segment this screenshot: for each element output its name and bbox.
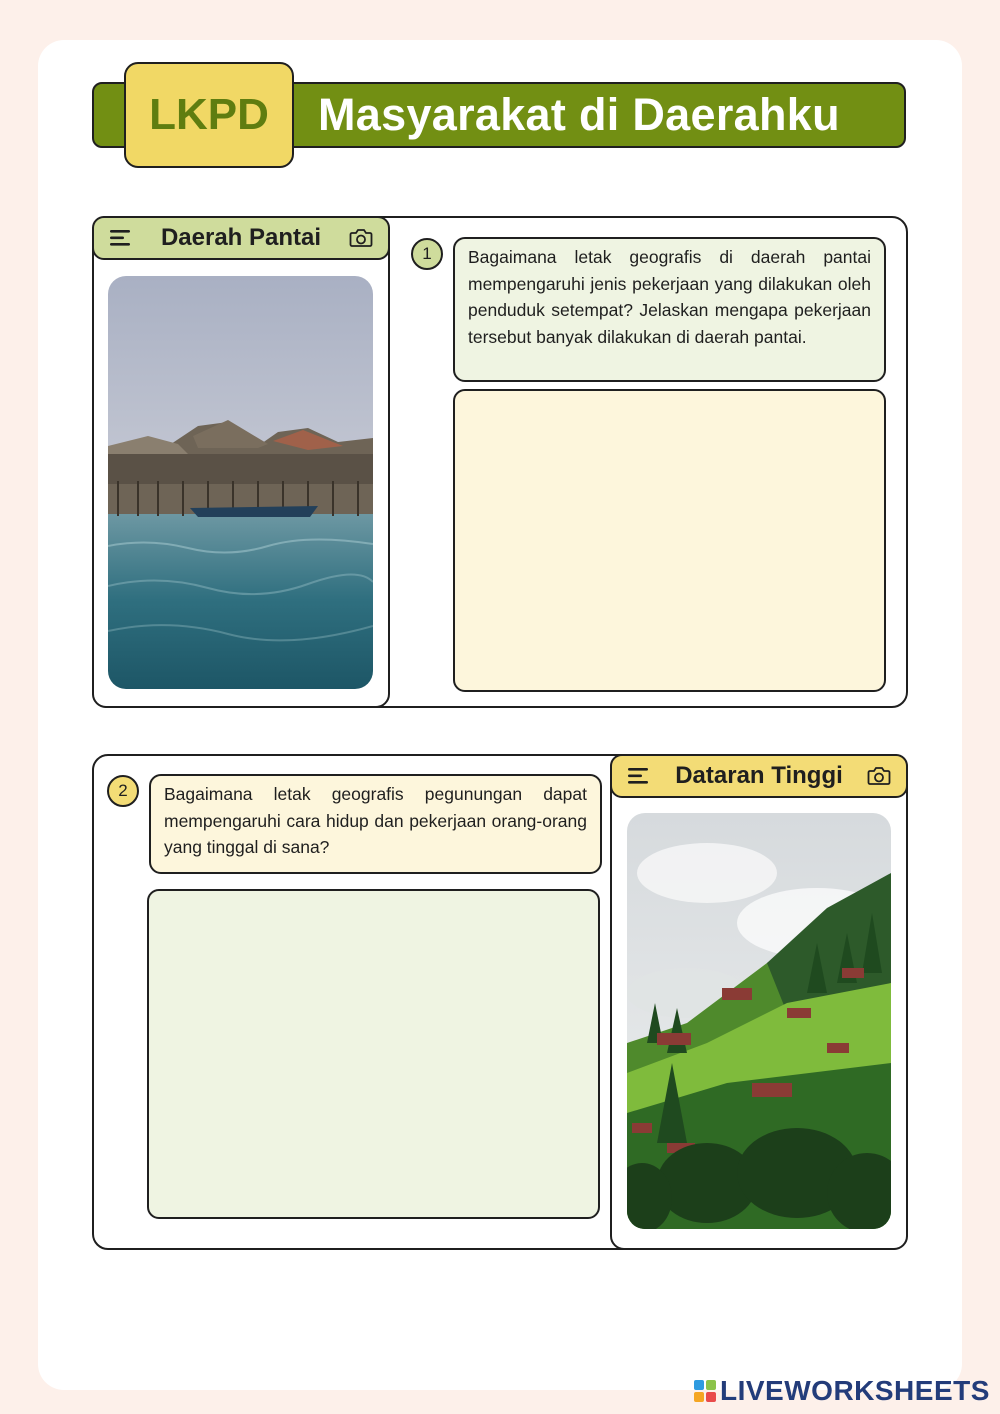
question-text: Bagaimana letak geografis pegunungan dapat mempengaruhi cara hidup dan pekerjaan orang-orang yang tinggal di sana? (149, 774, 602, 874)
tab-highland (610, 754, 908, 798)
highland-village-photo (627, 813, 891, 1229)
question-number-badge: 2 (107, 775, 139, 807)
page-title: Masyarakat di Daerahku (318, 89, 840, 140)
camera-icon (348, 225, 374, 251)
answer-box[interactable] (147, 889, 600, 1219)
tab-label: Daerah Pantai (160, 224, 322, 251)
brand-text: LIVEWORKSHEETS (720, 1375, 990, 1406)
question-text: Bagaimana letak geografis di daerah pantai mempengaruhi jenis pekerjaan yang dilakukan oleh penduduk setempat? Jelaskan mengapa pekerjaan tersebut banyak dilakukan di daerah pantai. (453, 237, 886, 382)
liveworksheets-grid-icon (694, 1380, 716, 1402)
question-number-badge: 1 (411, 238, 443, 270)
menu-icon (626, 763, 652, 789)
tab-label: Dataran Tinggi (675, 762, 843, 789)
answer-box[interactable] (453, 389, 886, 692)
lkpd-badge: LKPD (124, 62, 294, 168)
coastal-village-photo (108, 276, 373, 689)
camera-icon (866, 763, 892, 789)
tab-coastal (92, 216, 390, 260)
menu-icon (108, 225, 134, 251)
liveworksheets-logo (694, 1374, 990, 1408)
